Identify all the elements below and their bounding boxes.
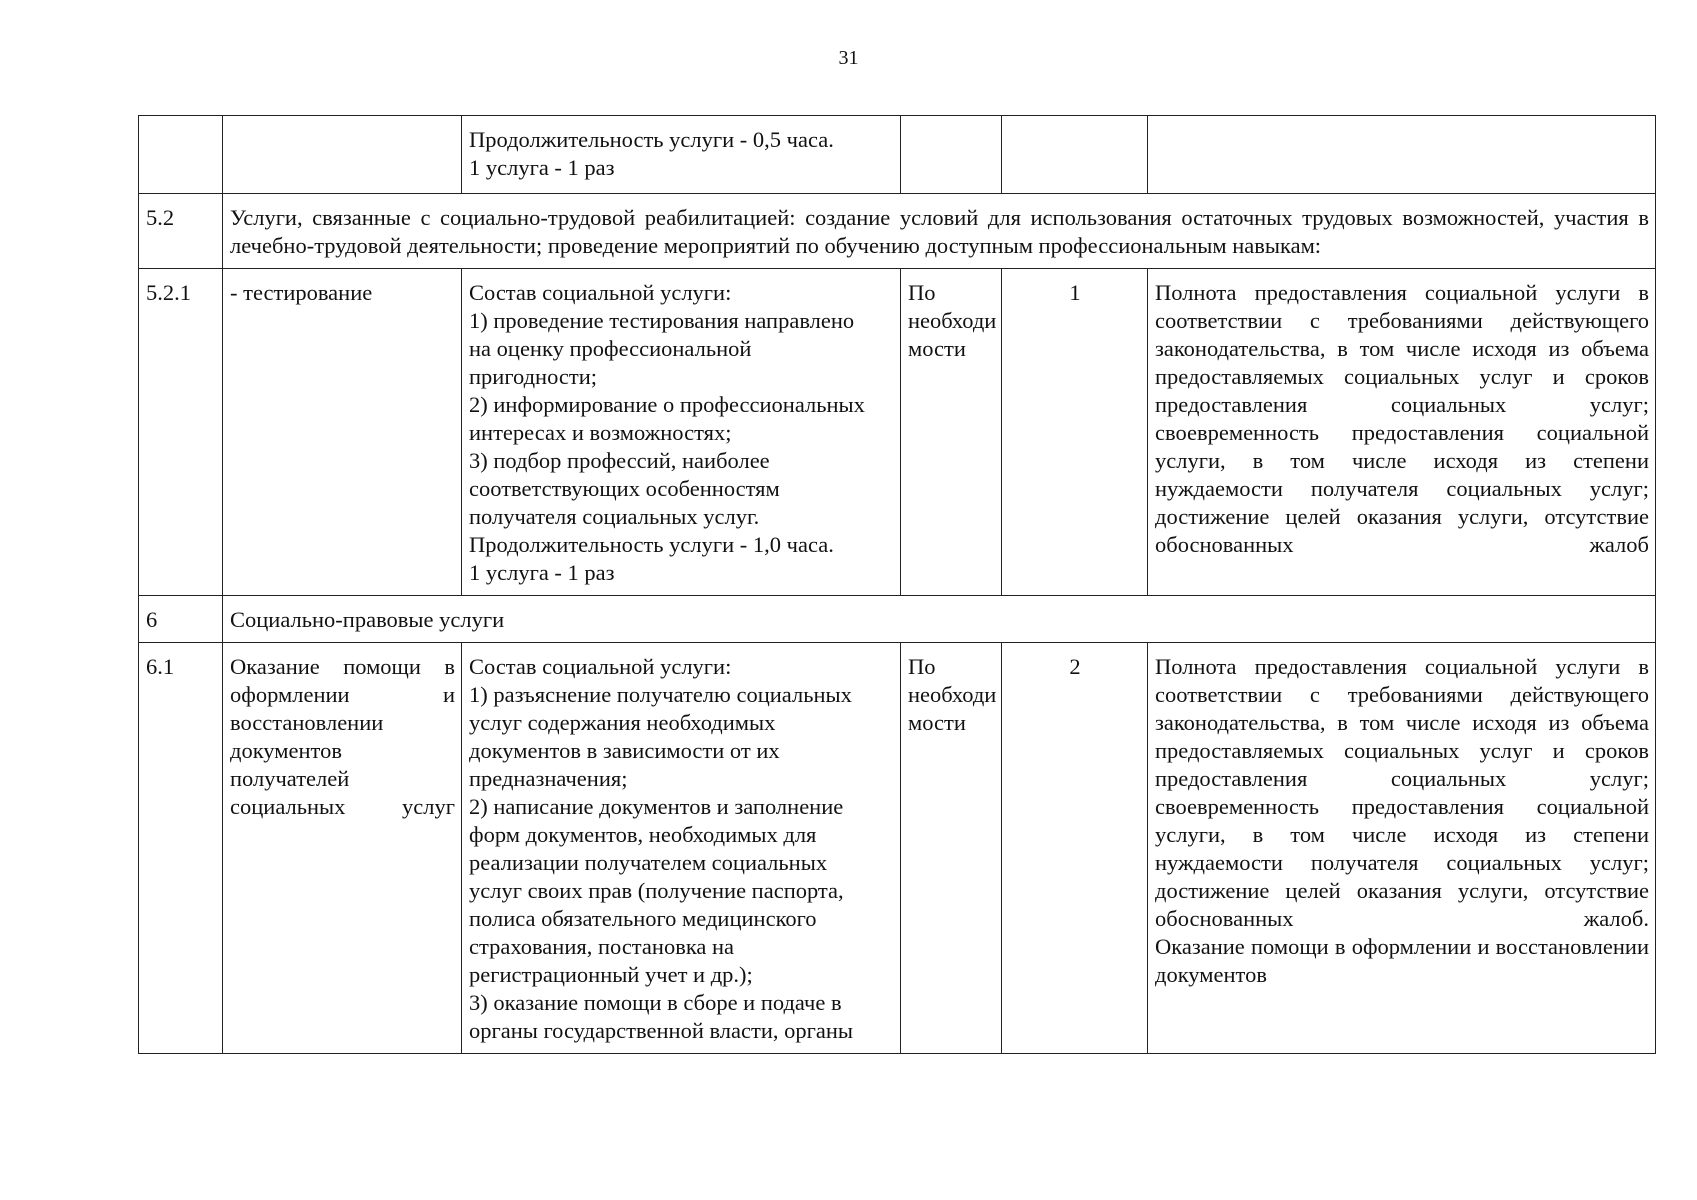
service-content-cell: Состав социальной услуги: 1) проведение тестирования направлено на оценку профессиональной пригодности; 2) информирование о профессиональных интересах и возможностях; 3) подбор профессий, наиболее соответствующих особенностям получателя социальных услуг. Продолжительность услуги - 1,0 часа. 1 услуга - 1 раз [462, 269, 901, 596]
row-number-cell: 6.1 [139, 643, 223, 1054]
frequency-cell: По необходи мости [901, 643, 1002, 1054]
row-number-cell: 5.2 [139, 194, 223, 269]
row-number-cell: 6 [139, 596, 223, 643]
service-name-cell: - тестирование [223, 269, 462, 596]
table-row [139, 596, 1656, 643]
quality-cell [1148, 116, 1656, 194]
service-name-cell [223, 116, 462, 194]
table-row [139, 194, 1656, 269]
service-content-cell: Состав социальной услуги: 1) разъяснение получателю социальных услуг содержания необходимых документов в зависимости от их предназначения; 2) написание документов и заполнение форм документов, необходимых для реализации получателем социальных услуг своих прав (получение паспорта, полиса обязательного медицинского страхования, постановка на регистрационный учет и др.); 3) оказание помощи в сборе и подаче в органы государственной власти, органы [462, 643, 901, 1054]
quality-cell: Полнота предоставления социальной услуги в соответствии с требованиями действующего законодательства, в том числе исходя из объема предоставляемых социальных услуг и сроков предоставления социальных услуг; своевременность предоставления социальной услуги, в том числе исходя из степени нуждаемости получателя социальных услуг; достижение целей оказания услуги, отсутствие обоснованных жалоб [1148, 269, 1656, 596]
volume-cell: 1 [1002, 269, 1148, 596]
volume-cell: 2 [1002, 643, 1148, 1054]
table-row [139, 116, 1656, 194]
quality-text: Полнота предоставления социальной услуги в соответствии с требованиями действующего законодательства, в том числе исходя из объема предоставляемых социальных услуг и сроков предоставления социальных услуг; своевременность предоставления социальной услуги, в том числе исходя из степени нуждаемости получателя социальных услуг; достижение целей оказания услуги, отсутствие обоснованных жалоб. [1155, 654, 1649, 931]
service-content-cell: Продолжительность услуги - 0,5 часа. 1 услуга - 1 раз [462, 116, 901, 194]
table-row [139, 643, 1656, 1054]
quality-cell [1148, 643, 1656, 1054]
frequency-cell: По необходи мости [901, 269, 1002, 596]
service-name-cell: Оказание помощи в оформлении и восстановлении документов получателей социальных услуг [223, 643, 462, 1054]
services-table [138, 115, 1656, 1054]
quality-extra-text: Оказание помощи в оформлении и восстановлении документов [1155, 934, 1649, 987]
row-number-cell [139, 116, 223, 194]
row-number-cell: 5.2.1 [139, 269, 223, 596]
frequency-cell [901, 116, 1002, 194]
page-number: 31 [838, 47, 859, 69]
section-title-cell: Услуги, связанные с социально-трудовой реабилитацией: создание условий для использования остаточных трудовых возможностей, участия в лечебно-трудовой деятельности; проведение мероприятий по обучению доступным профессиональным навыкам: [223, 194, 1656, 269]
volume-cell [1002, 116, 1148, 194]
section-title-cell: Социально-правовые услуги [223, 596, 1656, 643]
table-row [139, 269, 1656, 596]
